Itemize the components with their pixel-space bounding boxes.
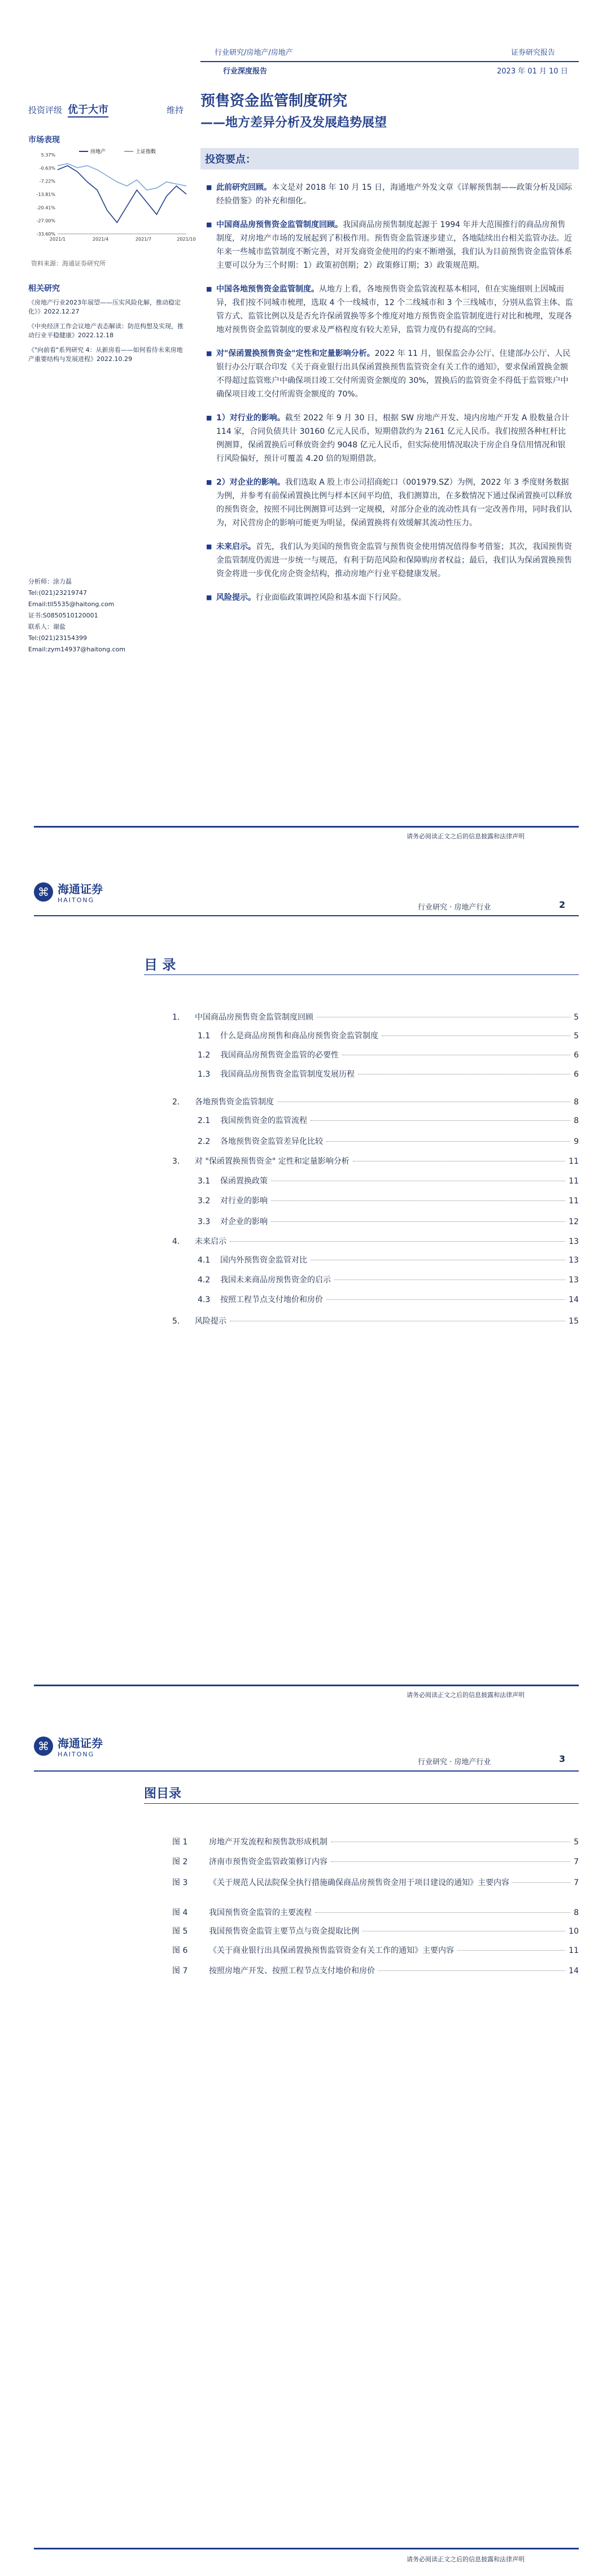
related-item[interactable]: 《中央经济工作会议地产表态解读：防范构想及实现，推动行业平稳健康》2022.12.18	[28, 323, 184, 339]
abstract-text: 从地方上看，各地预售资金监管流程基本相同，但在实施细则上因城而异，我们按不同城市梳理，选取 4 个一线城市，12 个二线城市和 3 个三线城市，分别从监管主体、监管方式、监管比例以及是否允许保函置换等多个维度对地方预售资金监管制度进行对比和梳理，发现各地对预售资金监管制度的要求及严格程度有较大差异，监管力度仍有提高的空间。	[216, 285, 573, 334]
logo-en: HAITONG	[58, 1751, 95, 1758]
toc-entry-title: 我国预售资金的监管流程	[220, 1116, 307, 1125]
toc-page: 11	[569, 1157, 579, 1166]
legend-label: 上证指数	[136, 149, 156, 155]
toc-page: 14	[569, 1295, 579, 1304]
toc-num: 1.1	[198, 1032, 211, 1041]
fig-page: 10	[569, 1927, 579, 1936]
fig-label: 图 4	[172, 1908, 188, 1917]
abstract-text: 行业面临政策调控风险和基本面下行风险。	[256, 593, 406, 602]
toc-entry-title: 保函置换政策	[220, 1177, 268, 1186]
x-tick-label: 2021/7	[135, 237, 152, 242]
related-item[interactable]: 《房地产行业2023年展望——压实风险化解，推动稳定化》》2022.12.27	[28, 299, 181, 315]
y-tick-label: -33.60%	[36, 232, 55, 237]
toc-leader	[230, 1241, 565, 1242]
header-category: 行业研究/房地产/房地产	[215, 49, 293, 57]
toc-entry[interactable]	[172, 1155, 579, 1167]
abstract-text: 2022 年 11 月，银保监会办公厅、住建部办公厅、人民银行办公厅联合印发《关于商业银行出具保函置换预售监管资金有关工作的通知》，要求保函置换金额不得超过监管账户中确保项目竣工交付所需资金额度的 30%，置换后的监管资金不得低于监管账户中确保项目竣工交付所需资金额度的 70%。	[216, 349, 571, 399]
contact-name: 联系人：谢盐	[28, 623, 65, 630]
rating-label: 投资评级	[28, 105, 63, 115]
fig-entry-title: 我国预售资金监管主要节点与资金提取比例	[209, 1927, 359, 1936]
fig-entry-title: 我国预售资金监管的主要流程	[209, 1908, 312, 1917]
abstract-lead: 风险提示。	[216, 593, 256, 602]
toc-entry[interactable]	[172, 1175, 579, 1186]
fig-entry-title: 按照房地产开发、按照工程节点支付地价和房价	[209, 1966, 375, 1975]
toc-leader	[382, 1035, 570, 1036]
fig-title: 图目录	[144, 1787, 182, 1801]
logo-mark-icon: ⌘	[34, 1737, 53, 1756]
page-1	[0, 0, 607, 853]
fig-page: 7	[574, 1878, 579, 1887]
toc-entry[interactable]	[172, 1030, 579, 1041]
fig-page: 14	[569, 1966, 579, 1975]
toc-entry[interactable]	[172, 1274, 579, 1285]
analyst-block	[28, 576, 125, 655]
toc-num: 3.	[172, 1157, 180, 1166]
abstract-lead: 未来启示。	[216, 542, 256, 551]
fig-page: 7	[574, 1857, 579, 1866]
header-rule	[34, 1770, 579, 1772]
fig-entry-title: 房地产开发流程和预售款形成机制	[209, 1838, 327, 1847]
toc-page: 13	[569, 1276, 579, 1285]
header-rule	[34, 915, 579, 916]
y-tick-label: -0.63%	[39, 166, 55, 171]
header-rule	[200, 61, 579, 62]
toc-page: 15	[569, 1317, 579, 1326]
fig-entry-title: 《关于商业银行出具保函置换预售监管资金有关工作的通知》主要内容	[209, 1946, 454, 1955]
running-head: 行业研究 · 房地产行业	[418, 1758, 491, 1766]
toc-entry-title: 国内外预售资金监管对比	[220, 1256, 307, 1265]
toc-entry-title: 中国商品房预售资金监管制度回顾	[195, 1013, 313, 1022]
toc-entry[interactable]	[172, 1049, 579, 1060]
toc-num: 2.1	[198, 1116, 211, 1125]
fig-page: 5	[574, 1838, 579, 1847]
abstract-item	[206, 591, 573, 604]
abstract-lead: 此前研究回顾。	[216, 183, 272, 192]
abstract-item	[206, 218, 573, 272]
toc-num: 3.2	[198, 1196, 211, 1206]
y-tick-label: -13.81%	[36, 192, 55, 197]
fig-label: 图 6	[172, 1946, 188, 1955]
abstract-lead: 1）对行业的影响。	[216, 414, 285, 423]
toc-num: 1.2	[198, 1051, 211, 1060]
toc-page: 13	[569, 1256, 579, 1265]
toc-page: 8	[574, 1098, 579, 1107]
toc-entry[interactable]	[172, 1254, 579, 1265]
abstract-text: 我国商品房预售制度起源于 1994 年并大范围推行的商品房预售制度，对房地产市场的发展起到了积极作用。预售资金监管逐步建立，各地陆续出台相关监管办法。近年来一些城市监管制度不断完善，对开发商资金使用的约束不断增强，我们认为目前预售资金监管体系主要可以分为三个时期：1）政策初创期；2）政策修订期；3）政策规范期。	[216, 220, 572, 270]
toc-leader	[326, 1141, 570, 1142]
related-item[interactable]: 《"向前看"系列研究 4：从新房看——如何看待未来房地产重要结构与发展进程》2022.10.29	[28, 346, 183, 363]
toc-num: 1.	[172, 1013, 180, 1022]
toc-entry-title: 对企业的影响	[220, 1217, 268, 1226]
header-date: 2023 年 01 月 10 日	[497, 67, 568, 76]
x-tick-label: 2021/10	[177, 237, 196, 242]
haitong-logo	[34, 1734, 103, 1758]
header-report-kind: 行业深度报告	[223, 67, 268, 76]
abstract-item	[206, 411, 573, 465]
page-3	[0, 1717, 607, 2576]
fig-entry[interactable]	[172, 1877, 579, 1888]
y-tick-label: -27.00%	[36, 218, 55, 224]
abstract-item	[206, 181, 573, 208]
fig-label: 图 2	[172, 1857, 188, 1866]
abstract-item	[206, 476, 573, 530]
fig-entry[interactable]	[172, 1907, 579, 1918]
fig-label: 图 7	[172, 1966, 188, 1975]
report-subtitle: ——地方差异分析及发展趋势展望	[200, 116, 387, 130]
toc-page: 5	[574, 1032, 579, 1041]
toc-num: 3.3	[198, 1217, 211, 1226]
footer-rule	[34, 2548, 579, 2549]
abstract-text: 首先，我们认为美国的预售资金监管与预售资金使用情况值得参考借鉴；其次，我国预售资金监管制度仍需进一步统一与规范，有利于防范风险和保障购房者权益；最后，我们认为保函置换预售资金将进一步优化房企资金结构，推动房地产行业平稳健康发展。	[216, 542, 572, 578]
fig-label: 图 3	[172, 1878, 188, 1887]
toc-leader	[311, 1120, 570, 1121]
toc-page: 6	[574, 1051, 579, 1060]
toc-entry-title: 我国商品房预售资金监管制度发展历程	[220, 1070, 355, 1079]
fig-leader	[457, 1950, 565, 1951]
toc-num: 4.2	[198, 1276, 211, 1285]
toc-page: 8	[574, 1116, 579, 1125]
toc-entry-title: 我国商品房预售资金监管的必要性	[220, 1051, 339, 1060]
toc-leader	[271, 1221, 565, 1222]
fig-leader	[331, 1861, 570, 1862]
toc-num: 3.1	[198, 1177, 211, 1186]
contact-tel: Tel:(021)23154399	[28, 634, 87, 642]
y-tick-label: -20.41%	[36, 205, 55, 211]
toc-page: 5	[574, 1013, 579, 1022]
toc-num: 2.2	[198, 1137, 211, 1146]
market-chart	[28, 147, 196, 251]
abstract-lead: 中国商品房预售资金监管制度回顾。	[216, 220, 343, 229]
abstract-text: 截至 2022 年 9 月 30 日，根据 SW 房地产开发、境内房地产开发 A 股数量合计 114 家，合同负债共计 30160 亿元人民币，短期借款约为 2161 亿元人民币。我们按照各种杠杆比例测算，保函置换后可释放资金约 9048 亿元人民币，但实际使用情况取决于房企自身信用情况和银行风险偏好，预计可覆盖 4.20 倍的短期借款。	[216, 414, 569, 463]
logo-mark-icon: ⌘	[34, 882, 53, 902]
footer-disclaimer: 请务必阅读正文之后的信息披露和法律声明	[407, 2556, 525, 2563]
analyst-tel: Tel:(021)23219747	[28, 589, 87, 597]
page-2	[0, 859, 607, 1712]
abstract-item	[206, 347, 573, 401]
fig-entry[interactable]	[172, 1944, 579, 1956]
y-tick-label: -7.22%	[39, 179, 55, 184]
toc-entry-title: 各地预售资金监管制度	[195, 1098, 274, 1107]
analyst-cert: 证书:S0850510120001	[28, 612, 98, 619]
page-number: 3	[559, 1753, 566, 1764]
toc-entry[interactable]	[172, 1011, 579, 1022]
toc-entry[interactable]	[172, 1294, 579, 1305]
abstract-list	[206, 181, 573, 615]
market-chart-svg	[28, 147, 196, 251]
abstract-text: 本文是对 2018 年 10 月 15 日，海通地产外发文章《详解预售制——政策分析及国际经验借鉴》的补充和细化。	[216, 183, 572, 206]
header-report-type: 证券研究报告	[511, 49, 556, 57]
abstract-item	[206, 282, 573, 337]
logo-en: HAITONG	[58, 897, 95, 904]
fig-entry[interactable]	[172, 1836, 579, 1847]
rating-action: 维持	[166, 105, 184, 115]
fig-entry[interactable]	[172, 1965, 579, 1976]
toc-entry[interactable]	[172, 1115, 579, 1126]
toc-num: 5.	[172, 1317, 180, 1326]
fig-page: 8	[574, 1908, 579, 1917]
chart-source: 资料来源：海通证券研究所	[31, 260, 106, 267]
toc-leader	[271, 1200, 565, 1201]
toc-entry-title: 未来启示	[195, 1237, 226, 1246]
footer-disclaimer: 请务必阅读正文之后的信息披露和法律声明	[407, 1691, 525, 1699]
fig-label: 图 5	[172, 1927, 188, 1936]
fig-entry-title: 《关于规范人民法院保全执行措施确保商品房预售资金用于项目建设的通知》主要内容	[209, 1878, 509, 1887]
toc-num: 4.3	[198, 1295, 211, 1304]
toc-entry-title: 风险提示	[195, 1317, 226, 1326]
rating-value: 优于大市	[68, 102, 108, 118]
logo-cn: 海通证券	[58, 882, 103, 896]
toc-leader	[326, 1299, 565, 1300]
toc-num: 4.1	[198, 1256, 211, 1265]
x-tick-label: 2021/1	[49, 237, 66, 242]
running-head: 行业研究 · 房地产行业	[418, 903, 491, 912]
fig-entry[interactable]	[172, 1856, 579, 1867]
toc-entry-title: 对 "保函置换预售资金" 定性和定量影响分析	[195, 1157, 350, 1166]
footer-rule	[34, 1685, 579, 1686]
footer-disclaimer: 请务必阅读正文之后的信息披露和法律声明	[407, 833, 525, 840]
analyst-name: 分析师：涂力磊	[28, 578, 72, 585]
toc-num: 2.	[172, 1098, 180, 1107]
logo-cn: 海通证券	[58, 1737, 103, 1750]
toc-entry-title: 对行业的影响	[220, 1196, 268, 1206]
toc-entry-title: 按照工程节点支付地价和房价	[220, 1295, 323, 1304]
market-title: 市场表现	[28, 136, 60, 145]
toc-rule	[144, 974, 579, 975]
toc-entry[interactable]	[172, 1096, 579, 1107]
toc-entry[interactable]	[172, 1068, 579, 1080]
report-title: 预售资金监管制度研究	[200, 93, 348, 110]
fig-entry[interactable]	[172, 1925, 579, 1937]
toc-entry[interactable]	[172, 1195, 579, 1206]
toc-entry[interactable]	[172, 1315, 579, 1326]
toc-entry[interactable]	[172, 1235, 579, 1247]
toc-title: 目 录	[144, 957, 176, 973]
toc-page: 6	[574, 1070, 579, 1079]
fig-label: 图 1	[172, 1838, 188, 1847]
toc-page: 11	[569, 1177, 579, 1186]
fig-leader	[315, 1912, 570, 1913]
abstract-item	[206, 540, 573, 581]
abstract-label: 投资要点：	[200, 148, 579, 169]
legend-label: 房地产	[90, 149, 106, 155]
toc-entry-title: 我国未来商品房预售资金的启示	[220, 1276, 331, 1285]
toc-num: 1.3	[198, 1070, 211, 1079]
fig-leader	[378, 1970, 565, 1971]
fig-leader	[513, 1882, 570, 1883]
toc-page: 9	[574, 1137, 579, 1146]
toc-num: 4.	[172, 1237, 180, 1246]
related-title: 相关研究	[28, 284, 60, 293]
y-tick-label: 5.37%	[41, 153, 55, 158]
toc-entry[interactable]	[172, 1216, 579, 1227]
fig-entry-title: 济南市预售资金监管政策修订内容	[209, 1857, 327, 1866]
analyst-email[interactable]: Email:tll5535@haitong.com	[28, 601, 115, 608]
series-line-1	[58, 164, 186, 190]
x-tick-label: 2021/4	[92, 237, 109, 242]
abstract-lead: 对"保函置换预售资金"定性和定量影响分析。	[216, 349, 375, 358]
toc-entry-title: 什么是商品房预售和商品房预售资金监管制度	[220, 1032, 378, 1041]
abstract-text: 我们选取 A 股上市公司招商蛇口（001979.SZ）为例，2022 年 3 季度财务数据为例，并参考有前保函置换比例与样本区间平均值，我们测算出，在多数情况下通过保函置换可以释放的预售资金，按照不同比例测算可达到一定规模，对部分企业的流动性具有一定改善作用，同时我们认为，对民营房企的影响可能更为明显，保函置换将有效缓解其流动性压力。	[216, 478, 572, 528]
related-list	[28, 298, 186, 364]
toc-entry[interactable]	[172, 1135, 579, 1147]
contact-email[interactable]: Email:zym14937@haitong.com	[28, 646, 125, 653]
fig-page: 11	[569, 1946, 579, 1955]
toc-page: 11	[569, 1196, 579, 1206]
fig-rule	[144, 1803, 579, 1804]
toc-page: 12	[569, 1217, 579, 1226]
abstract-lead: 中国各地预售资金监管制度。	[216, 285, 319, 294]
rating-bar	[28, 102, 184, 118]
series-line-0	[58, 166, 186, 223]
haitong-logo	[34, 880, 103, 904]
toc-entry-title: 各地预售资金监管差异化比较	[220, 1137, 323, 1146]
abstract-lead: 2）对企业的影响。	[216, 478, 285, 487]
footer-rule	[34, 826, 579, 828]
page-number: 2	[559, 899, 566, 910]
toc-page: 13	[569, 1237, 579, 1246]
